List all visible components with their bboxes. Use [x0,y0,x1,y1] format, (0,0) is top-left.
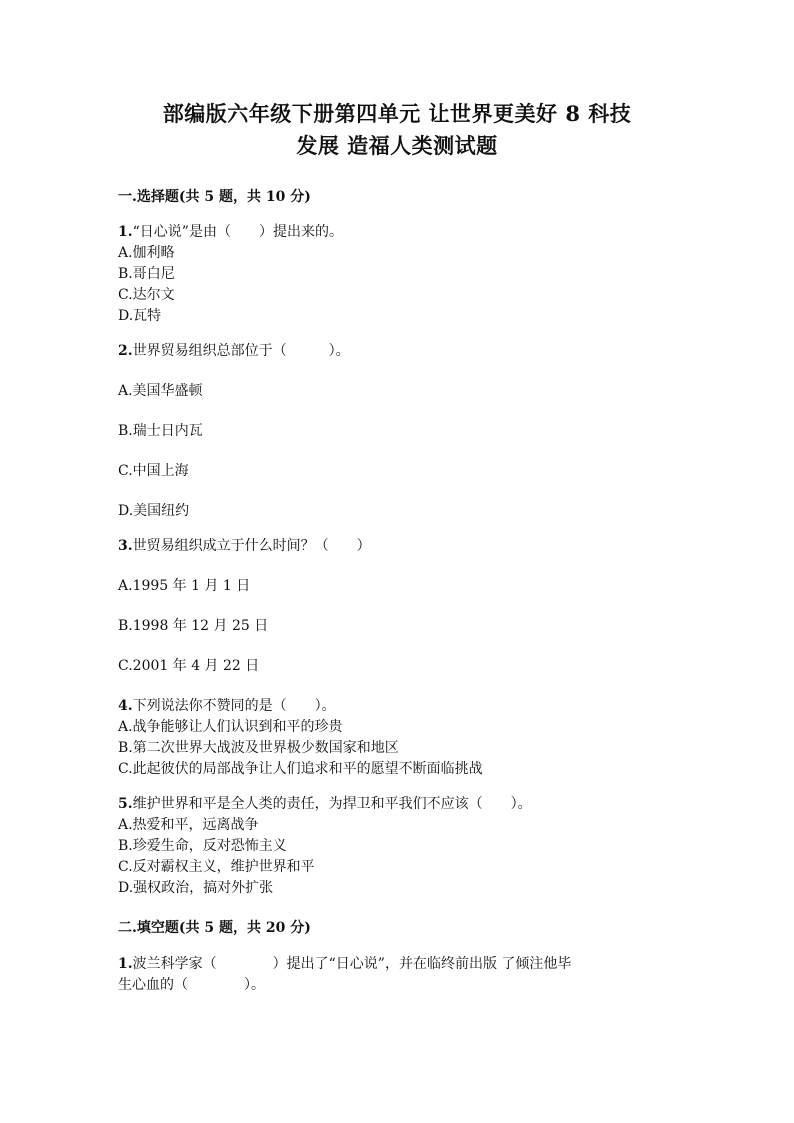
fill-text-line-2: 生心血的（ ）。 [118,977,265,993]
question-text: 世界贸易组织总部位于（ ）。 [132,343,350,359]
question-stem [118,794,676,815]
section-heading-choice: 一.选择题(共 5 题，共 10 分) [118,189,311,205]
question-5 [118,794,676,899]
option-c: C.2001 年 4 月 22 日 [118,658,260,674]
option-b: B.1998 年 12 月 25 日 [118,618,269,634]
option-d: D.美国纽约 [118,503,190,519]
question-text: 下列说法你不赞同的是（ ）。 [132,698,336,714]
fill-text-line-1: 波兰科学家（ ）提出了“日心说”，并在临终前出版 了倾注他毕 [132,956,572,972]
option-c: C.中国上海 [118,463,189,479]
title-line-2: 发展 造福人类测试题 [296,133,498,158]
fill-question-1 [118,953,676,996]
question-stem [118,696,676,717]
question-text: “日心说”是由（ ）提出来的。 [132,224,343,240]
question-number: 1. [118,224,133,240]
question-stem [118,536,676,557]
question-text: 维护世界和平是全人类的责任，为捍卫和平我们不应该（ ）。 [132,796,532,812]
fill-line-1 [118,953,676,975]
option-d: D.瓦特 [118,308,162,324]
option-c: C.此起彼伏的局部战争让人们追求和平的愿望不断面临挑战 [118,761,483,777]
section-heading-fill: 二.填空题(共 5 题，共 20 分) [118,920,311,936]
question-number: 4. [118,698,133,714]
option-b: B.珍爱生命，反对恐怖主义 [118,838,287,854]
option-a: A.1995 年 1 月 1 日 [118,578,251,594]
option-a: A.战争能够让人们认识到和平的珍贵 [118,719,343,735]
question-1 [118,222,676,327]
option-b: B.哥白尼 [118,266,175,282]
option-c: C.达尔文 [118,287,175,303]
question-number: 3. [118,538,133,554]
question-stem [118,341,676,362]
question-number: 2. [118,343,133,359]
question-stem [118,222,676,243]
option-a: A.热爱和平，远离战争 [118,817,259,833]
question-4 [118,696,676,780]
question-text: 世贸易组织成立于什么时间？（ ） [132,538,371,554]
document-title [118,98,676,162]
question-number: 1. [118,956,133,972]
option-b: B.瑞士日内瓦 [118,423,203,439]
option-d: D.强权政治，搞对外扩张 [118,880,274,896]
option-b: B.第二次世界大战波及世界极少数国家和地区 [118,740,399,756]
question-3 [118,536,676,677]
title-line-1: 部编版六年级下册第四单元 让世界更美好 8 科技 [162,101,632,126]
question-2 [118,341,676,522]
question-number: 5. [118,796,133,812]
option-a: A.伽利略 [118,245,175,261]
option-c: C.反对霸权主义，维护世界和平 [118,859,315,875]
option-a: A.美国华盛顿 [118,383,203,399]
